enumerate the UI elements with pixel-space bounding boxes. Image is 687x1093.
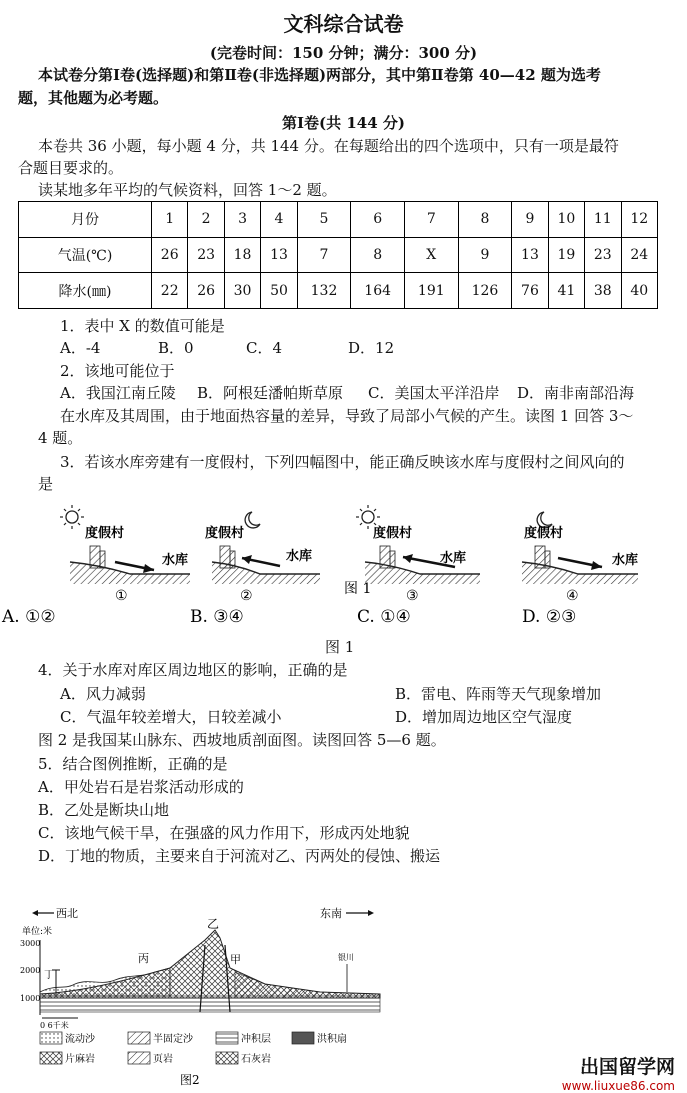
table-cell: 132 [297,273,351,309]
table-cell: 23 [188,237,224,273]
watermark-url: www.liuxue86.com [561,1079,675,1093]
question-3-stem-1: 3．若该水库旁建有一度假村，下列四幅图中，能正确反映该水库与度假村之间风向的 [60,453,625,471]
table-cell: 1 [152,202,188,238]
table-cell: 8 [458,202,512,238]
table-cell: 41 [548,273,584,309]
answer-option-b: B. ③④ [190,607,244,627]
intro-line-1: 本试卷分第Ⅰ卷(选择题)和第Ⅱ卷(非选择题)两部分，其中第Ⅱ卷第 40—42 题为选考 [38,66,601,84]
table-cell: 11 [585,202,621,238]
table-cell: 8 [351,237,405,273]
alluvial-layer [235,972,380,998]
village-label: 度假村 [524,526,564,541]
legend [40,1032,347,1065]
table-cell: 10 [548,202,584,238]
table-cell: 6 [351,202,405,238]
row-header: 月份 [19,202,152,238]
q1-option-c: C．4 [246,339,283,357]
fig1-panel-3 [356,505,480,604]
legend-label: 半固定沙 [153,1034,193,1045]
table-cell: 76 [512,273,548,309]
sun-icon [60,505,84,529]
y-tick: 2000 [20,966,41,975]
legend-swatch [40,1032,62,1044]
q5-option-b: B．乙处是断块山地 [38,801,170,819]
table-cell: 9 [512,202,548,238]
legend-label: 页岩 [153,1054,173,1065]
moon-icon [245,512,260,528]
y-tick: 3000 [20,939,41,948]
table-row [19,273,658,309]
section-desc-1: 本卷共 36 小题，每小题 4 分，共 144 分。在每题给出的四个选项中，只有一项是最符 [38,137,619,155]
reservoir-label: 水库 [162,553,189,568]
site-yinchuan: 银川 [338,953,354,962]
q5-option-c: C．该地气候干旱，在强盛的风力作用下，形成丙处地貌 [38,824,410,842]
legend-swatch [128,1032,150,1044]
village-label: 度假村 [373,526,413,541]
q4-option-b: B．雷电、阵雨等天气现象增加 [395,685,602,703]
figure-2-caption: 图2 [180,1073,200,1087]
page-title: 文科综合试卷 [283,12,404,36]
q1-option-d: D．12 [348,339,395,357]
exam-meta: (完卷时间：150 分钟；满分：300 分) [209,44,478,62]
fig1-intro-2: 4 题。 [38,429,83,447]
q4-option-c: C．气温年较差增大，日较差减小 [60,708,282,726]
table-cell: 9 [458,237,512,273]
panel-number: ① [115,588,128,604]
table-cell: 26 [152,237,188,273]
table-cell: 2 [188,202,224,238]
q2-option-b: B．阿根廷潘帕斯草原 [197,384,344,402]
fig2-intro: 图 2 是我国某山脉东、西坡地质剖面图。读图回答 5—6 题。 [38,731,446,749]
question-2-stem: 2．该地可能位于 [60,362,175,380]
legend-label: 石灰岩 [241,1054,271,1065]
table-cell: 23 [585,237,621,273]
q1-option-b: B．0 [158,339,194,357]
table-cell: 13 [261,237,297,273]
q1-option-a: A．-4 [60,339,101,357]
watermark-logo [562,1052,675,1093]
fig1-panel-2 [205,512,320,604]
legend-swatch [216,1052,238,1064]
q2-option-a: A．我国江南丘陵 [60,384,176,402]
climate-table [18,201,658,309]
legend-swatch [216,1032,238,1044]
q4-option-d: D．增加周边地区空气湿度 [395,708,573,726]
q5-option-d: D．丁地的物质，主要来自于河流对乙、丙两处的侵蚀、搬运 [38,847,441,865]
table-cell: 30 [224,273,260,309]
legend-label: 冲积层 [241,1034,271,1045]
row-header: 气温(℃) [19,237,152,273]
answer-option-c: C. ①④ [357,607,411,627]
table-cell: 4 [261,202,297,238]
reservoir-label: 水库 [612,553,639,568]
legend-label: 片麻岩 [65,1054,95,1065]
watermark-name: 出国留学网 [579,1056,675,1078]
answer-option-d: D. ②③ [522,607,577,627]
figure-1 [2,500,670,660]
table-cell: 24 [621,237,657,273]
east-label: 东南 [320,907,342,920]
panel-number: ④ [566,588,579,604]
intro-line-2: 题，其他题为必考题。 [18,89,169,107]
q2-option-c: C．美国太平洋沿岸 [368,384,500,402]
site-yi: 乙 [207,917,220,931]
answer-option-a: A. ①② [2,607,56,627]
section-desc-2: 合题目要求的。 [18,159,124,177]
reservoir-label: 水库 [440,551,467,566]
west-label: 西北 [56,907,78,920]
fig1-inner-caption: 图 1 [344,581,372,597]
fig1-panel-4 [522,512,638,604]
table-cell: X [404,237,458,273]
figure-2 [20,900,400,1091]
site-ding: 丁 [44,970,54,981]
row-header: 降水(㎜) [19,273,152,309]
table-cell: 126 [458,273,512,309]
question-5-stem: 5．结合图例推断，正确的是 [38,755,228,773]
panel-number: ② [240,588,253,604]
table-row [19,202,658,238]
table-cell: 13 [512,237,548,273]
table-cell: 38 [585,273,621,309]
section-title: 第Ⅰ卷(共 144 分) [282,114,405,132]
legend-swatch [40,1052,62,1064]
unit-label: 单位:米 [22,927,53,937]
village-label: 度假村 [85,526,125,541]
legend-label: 流动沙 [65,1034,95,1045]
direction-east [320,907,374,920]
table-cell: 12 [621,202,657,238]
question-3-stem-2: 是 [38,475,54,493]
panel-number: ③ [406,588,419,604]
table-cell: 7 [404,202,458,238]
table-cell: 5 [297,202,351,238]
q5-option-a: A．甲处岩石是岩浆活动形成的 [38,778,244,796]
site-jia: 甲 [230,953,241,966]
q2-option-d: D．南非南部沿海 [517,384,635,402]
village-label: 度假村 [205,526,245,541]
direction-west [32,907,78,920]
figure-1-caption: 图 1 [325,638,355,656]
table-cell: 22 [152,273,188,309]
horizontal-scale: 0 6千米 [40,1021,69,1030]
table-cell: 3 [224,202,260,238]
question-1-stem: 1．表中 X 的数值可能是 [60,317,225,335]
table-cell: 26 [188,273,224,309]
slope-terrain [212,562,320,584]
table-intro: 读某地多年平均的气候资料，回答 1～2 题。 [38,181,337,199]
question-4-stem: 4．关于水库对库区周边地区的影响，正确的是 [38,661,348,679]
table-cell: 19 [548,237,584,273]
sand-layer [40,968,170,996]
legend-swatch [128,1052,150,1064]
fig1-intro-1: 在水库及其周围，由于地面热容量的差异，导致了局部小气候的产生。读图 1 回答 3～ [60,407,634,425]
legend-swatch [292,1032,314,1044]
reservoir-label: 水库 [286,549,313,564]
table-cell: 50 [261,273,297,309]
fig1-panel-1 [60,505,190,604]
table-row [19,237,658,273]
site-bing: 丙 [138,952,149,965]
y-axis [20,939,40,1003]
table-cell: 18 [224,237,260,273]
y-tick: 1000 [20,994,41,1003]
q4-option-a: A．风力减弱 [60,685,146,703]
table-cell: 164 [351,273,405,309]
table-cell: 40 [621,273,657,309]
table-cell: 191 [404,273,458,309]
legend-label: 洪积扇 [317,1034,347,1045]
table-cell: 7 [297,237,351,273]
